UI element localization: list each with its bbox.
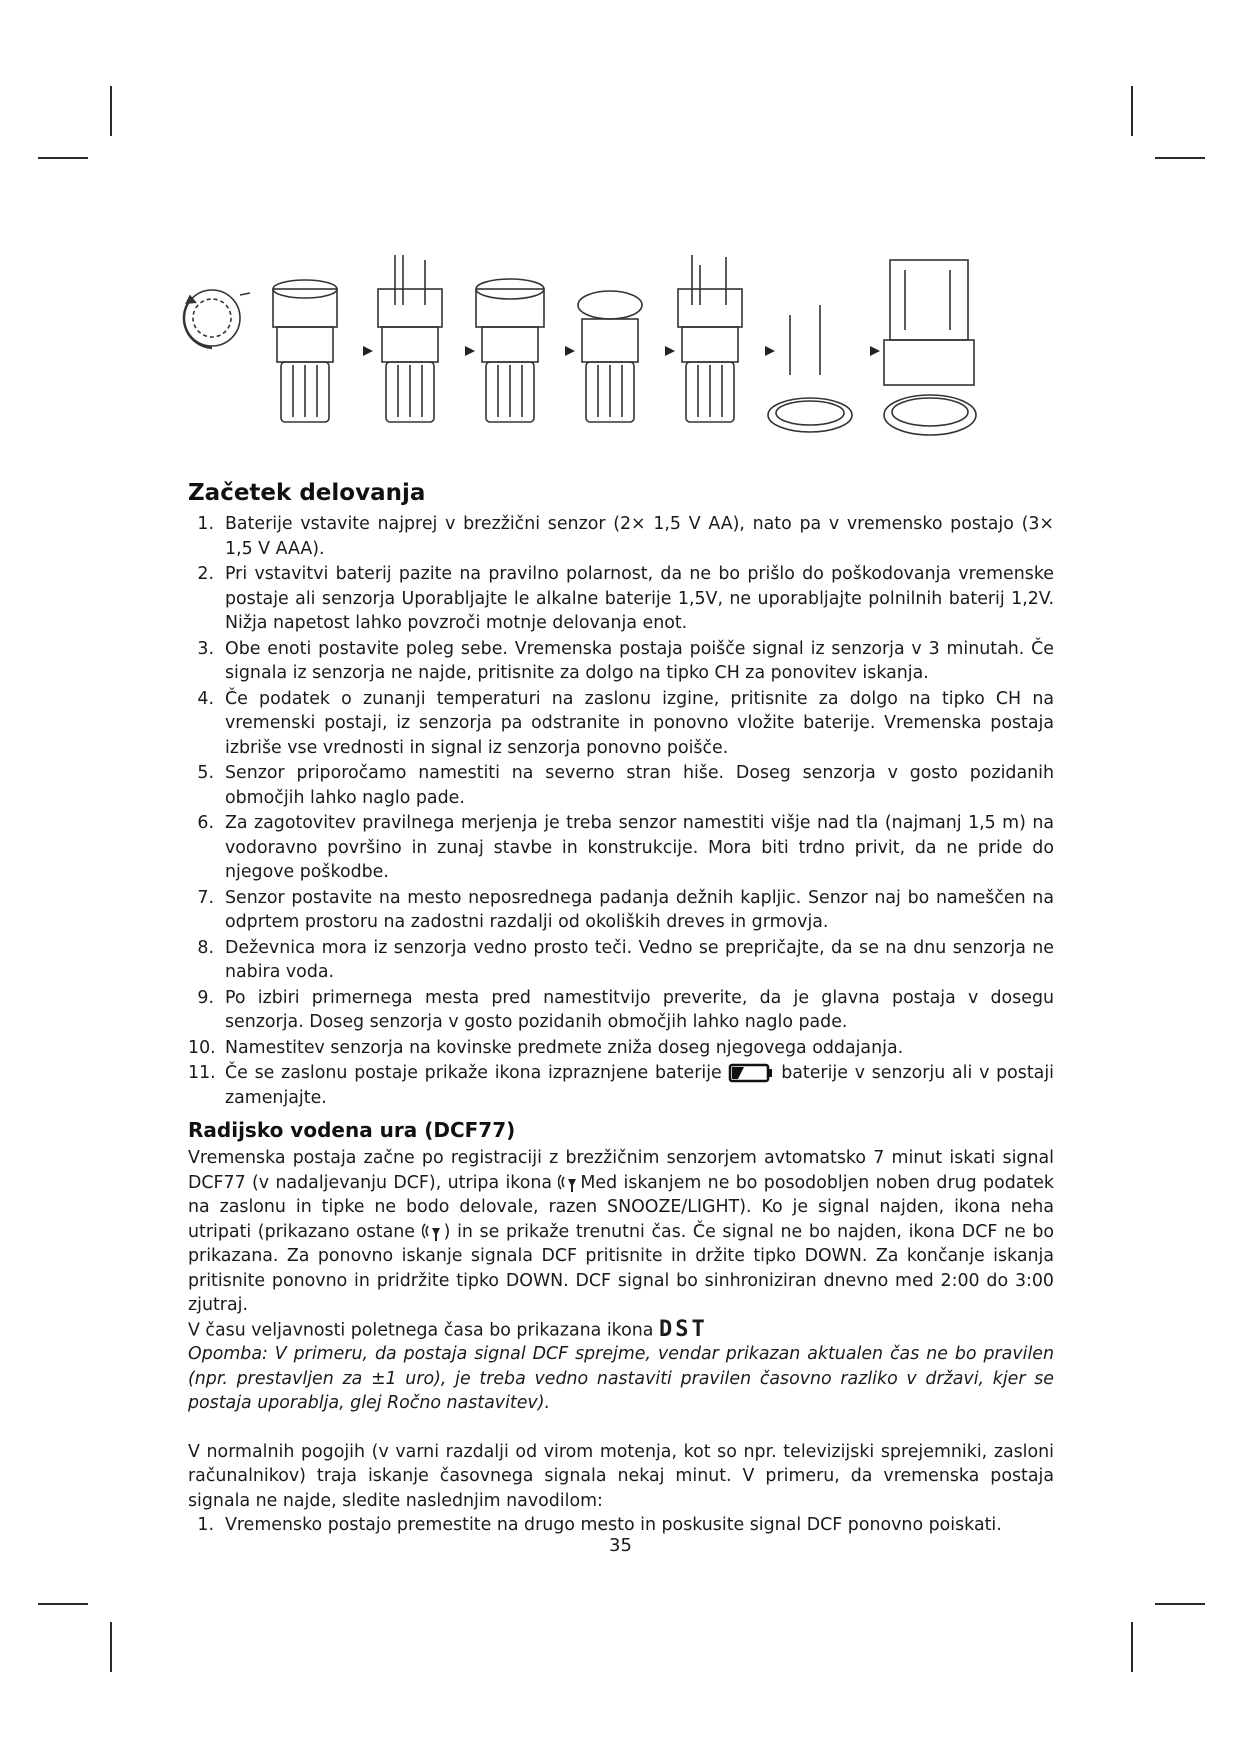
list-item: 1. Baterije vstavite najprej v brezžični senzor (2× 1,5 V AA), nato pa v vremensko postajo (3× 1,5 V AAA). bbox=[197, 514, 1054, 559]
list-item: 10. Namestitev senzorja na kovinske predmete zniža doseg njegovega oddajanja. bbox=[188, 1037, 904, 1058]
list-item: 11. Če se zaslonu postaje prikaže ikona izpraznjene baterije baterije v senzorju ali v postaji zamenjajte. bbox=[188, 1063, 1054, 1108]
crop-mark bbox=[1155, 157, 1205, 159]
crop-mark bbox=[38, 1603, 88, 1605]
list-item: 8. Deževnica mora iz senzorja vedno prosto teči. Vedno se prepričajte, da se na dnu senzorja ne nabira voda. bbox=[197, 937, 1054, 982]
start-steps-list bbox=[188, 512, 1054, 1110]
crop-mark bbox=[1131, 86, 1133, 136]
dcf-signal-icon bbox=[558, 1173, 580, 1193]
section-title-start: Začetek delovanja bbox=[188, 480, 426, 506]
list-item: 6. Za zagotovitev pravilnega merjenja je treba senzor namestiti višje nad tla (najmanj 1,5 m) na vodoravno površino in zunaj stavbe in konstrukcije. Mora biti trdno privit, da ne pride do njegove poškodbe. bbox=[197, 813, 1054, 882]
crop-mark bbox=[110, 86, 112, 136]
list-item: 9. Po izbiri primernega mesta pred namestitvijo preverite, da je glavna postaja v dosegu senzorja. Doseg senzorja v gosto pozidanih območjih lahko naglo pade. bbox=[197, 987, 1054, 1032]
normal-conditions-paragraph: V normalnih pogojih (v varni razdalji od virom motenja, kot so npr. televizijski sprejemniki, zasloni računalnikov) traja iskanje časovnega signala nekaj minut. V primeru, da vremenska postaja signala ne najde, sledite naslednjim navodilom: bbox=[188, 1441, 1054, 1511]
list-item: 5. Senzor priporočamo namestiti na severno stran hiše. Doseg senzorja v gosto pozidanih območjih lahko naglo pade. bbox=[197, 763, 1054, 808]
crop-mark bbox=[1131, 1622, 1133, 1672]
dst-description: V času veljavnosti poletnega časa bo prikazana ikona DST bbox=[188, 1316, 708, 1342]
list-item: 2. Pri vstavitvi baterij pazite na pravilno polarnost, da ne bo prišlo do poškodovanja vremenske postaje ali senzorja Uporabljajte le alkalne baterije 1,5V, ne uporabljajte polnilnih baterij 1,2V. Nižja napetost lahko povzroči motnje delovanja enot. bbox=[197, 564, 1054, 633]
crop-mark bbox=[38, 157, 88, 159]
dst-icon: DST bbox=[658, 1316, 708, 1342]
list-item: 4. Če podatek o zunanji temperaturi na zaslonu izgine, pritisnite za dolgo na tipko CH na vremenski postaji, iz senzorja pa odstranite in ponovno vložite baterije. Vremenska postaja izbriše vse vrednosti in signal iz senzorja ponovno poišče. bbox=[197, 688, 1054, 758]
crop-mark bbox=[1155, 1603, 1205, 1605]
section-title-dcf77: Radijsko vodena ura (DCF77) bbox=[188, 1118, 516, 1142]
list-item: 1. Vremensko postajo premestite na drugo mesto in poskusite signal DCF ponovno poiskati. bbox=[197, 1515, 1002, 1536]
list-item: 7. Senzor postavite na mesto neposrednega padanja dežnih kapljic. Senzor naj bo nameščen na odprtem prostoru na zadostni razdalji od okoliških dreves in grmovja. bbox=[197, 887, 1054, 932]
note-paragraph: Opomba: V primeru, da postaja signal DCF sprejme, vendar prikazan aktualen čas ne bo pravilen (npr. prestavljen za ±1 uro), je treba vedno nastaviti pravilen časovno razliko v državi, kjer se postaja uporablja, glej Ročno nastavitev). bbox=[188, 1344, 1054, 1414]
list-item: 3. Obe enoti postavite poleg sebe. Vremenska postaja poišče signal iz senzorja v 3 minutah. Če signala iz senzorja ne najde, pritisnite za dolgo na tipko CH za ponovitev iskanja. bbox=[197, 638, 1054, 683]
battery-installation-illustration bbox=[180, 255, 1060, 440]
dcf-description: Vremenska postaja začne po registraciji z brezžičnim senzorjem avtomatsko 7 minut iskati signal DCF77 (v nadaljevanju DCF), utripa ikona Med iskanjem ne bo posodobljen noben drug podatek na zaslonu in tipke ne bodo delovale, razen SNOOZE/LIGHT). Ko je signal najden, ikona neha utripati (prikazano ostane ) in se prikaže trenutni čas. Če signal ne bo najden, ikona DCF ne bo prikazana. Za ponovno iskanje signala DCF pritisnite in držite tipko DOWN. Za končanje iskanja pritisnite ponovno in pridržite tipko DOWN. DCF signal bo sinhroniziran dnevno med 2:00 do 3:00 zjutraj. bbox=[188, 1148, 1055, 1315]
empty-battery-icon bbox=[728, 1062, 774, 1084]
crop-mark bbox=[110, 1622, 112, 1672]
dcf-signal-icon bbox=[422, 1222, 444, 1242]
page-number: 35 bbox=[609, 1535, 632, 1556]
